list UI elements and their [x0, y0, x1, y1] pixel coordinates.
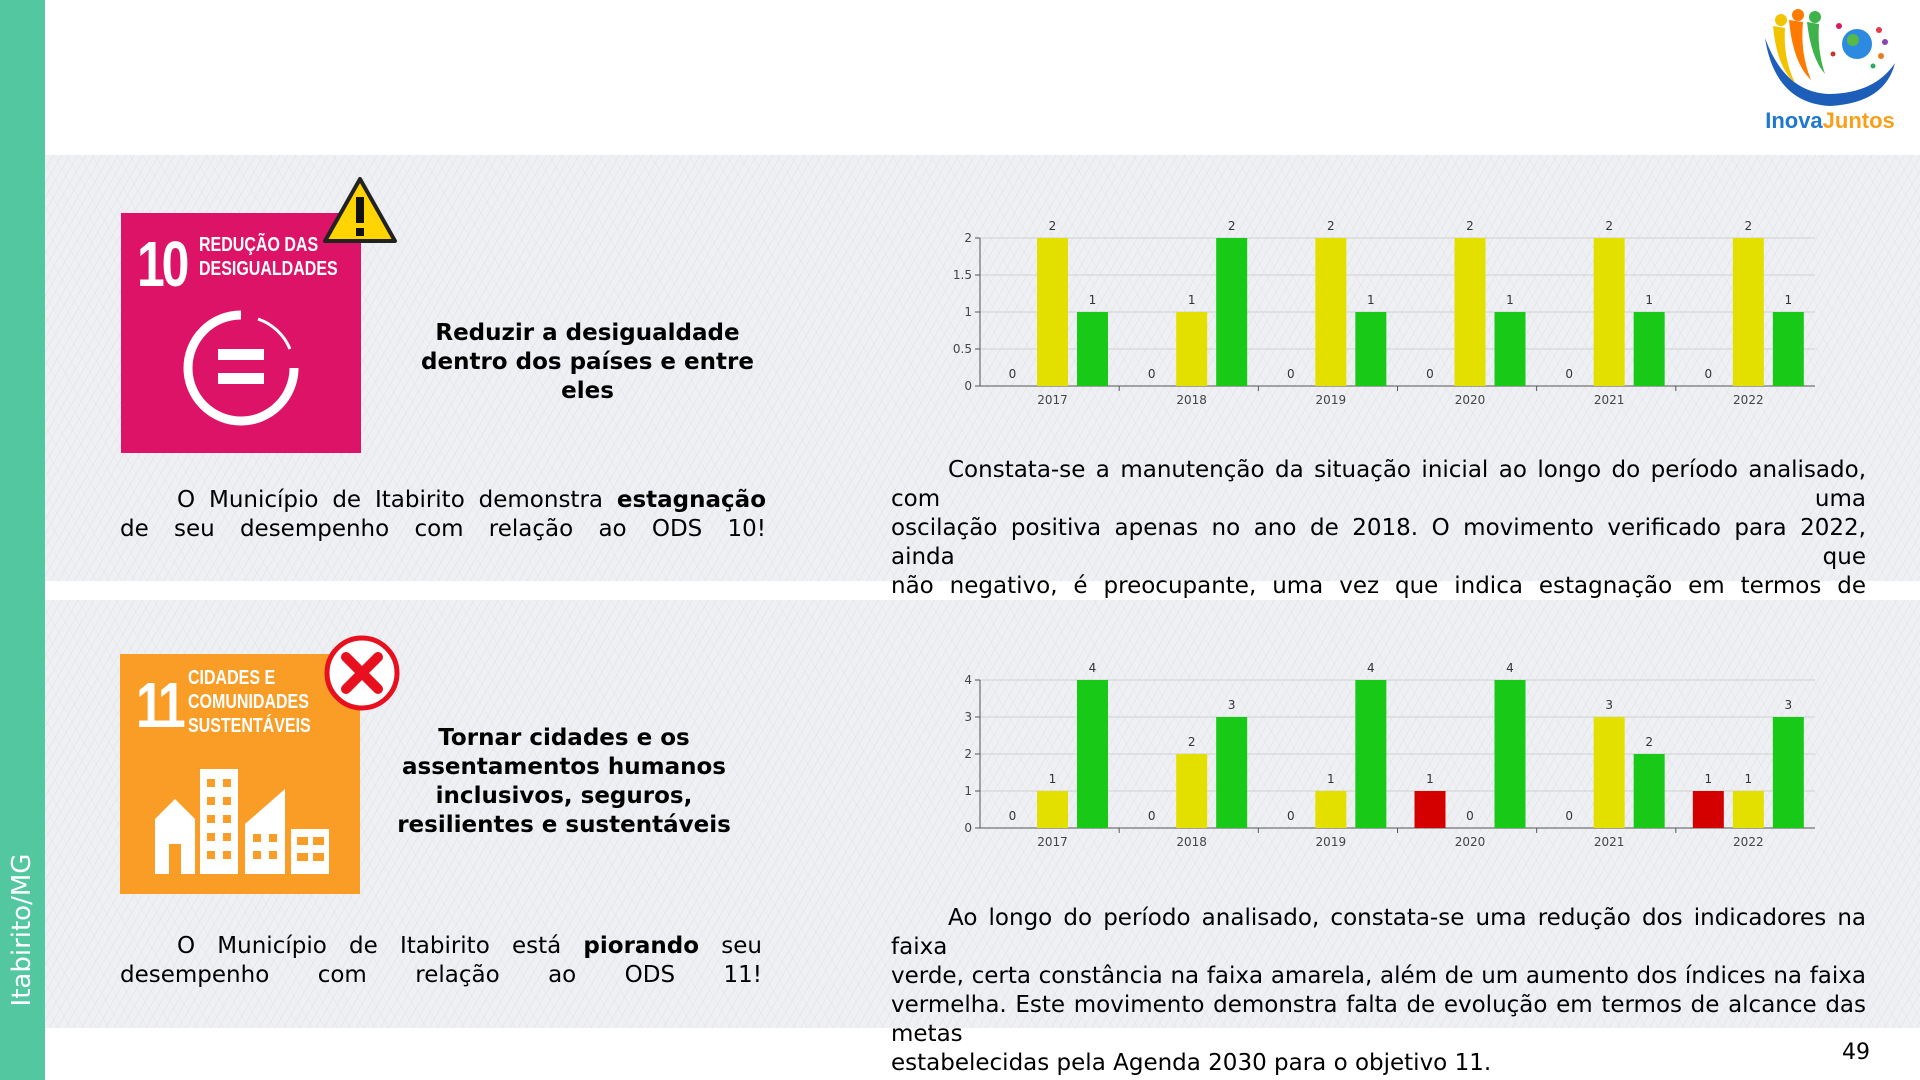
data-label: 3	[1227, 698, 1236, 712]
bar	[1077, 680, 1108, 828]
data-label: 2	[1327, 219, 1335, 233]
x-tick-label: 2018	[1176, 835, 1207, 849]
x-tick-label: 2021	[1593, 393, 1625, 407]
ods11-analysis-line-1: Ao longo do período analisado, constata-se uma redução dos indicadores na faixa	[891, 905, 1866, 960]
x-tick-label: 2022	[1733, 393, 1764, 407]
svg-text:InovaJuntos	[1765, 108, 1895, 133]
data-label: 0	[1466, 809, 1474, 823]
bar	[1693, 791, 1724, 828]
ods11-analysis	[891, 904, 1866, 1078]
data-label: 1	[1506, 293, 1514, 307]
y-tick-label: 0	[964, 379, 972, 393]
data-label: 2	[1187, 735, 1196, 749]
data-label: 1	[1704, 772, 1713, 786]
data-label: 1	[1426, 772, 1434, 786]
data-label: 2	[1645, 735, 1653, 749]
bar	[1315, 238, 1346, 386]
data-label: 0	[1008, 809, 1017, 823]
x-tick-label: 2018	[1176, 393, 1207, 407]
data-label: 0	[1147, 809, 1156, 823]
ods10-summary-bold: estagnação	[616, 487, 766, 513]
ods10-analysis-line-2: oscilação positiva apenas no ano de 2018. O movimento verificado para 2022, ainda que	[891, 515, 1866, 570]
y-tick-label: 2	[964, 747, 972, 761]
data-label: 0	[1565, 367, 1573, 381]
bar	[1495, 312, 1526, 386]
bar	[1594, 717, 1625, 828]
warning-icon	[322, 175, 398, 245]
data-label: 1	[1367, 293, 1375, 307]
ods11-chart-svg	[940, 652, 1820, 857]
bar	[1415, 791, 1446, 828]
data-label: 2	[1227, 219, 1236, 233]
x-tick-label: 2021	[1593, 835, 1625, 849]
ods10-summary-pre: O Município de Itabirito demonstra	[177, 487, 617, 513]
y-tick-label: 2	[964, 231, 972, 245]
city-buildings-icon	[155, 749, 330, 874]
x-tick-label: 2017	[1037, 393, 1068, 407]
ods11-headline: Tornar cidades e os assentamentos humanos inclusivos, seguros, resilientes e sustentáveis	[397, 725, 731, 838]
page-number: 49	[1842, 1040, 1870, 1065]
ods10-summary	[120, 486, 766, 544]
ods10-summary-post: de seu desempenho com relação ao ODS 10!	[120, 516, 766, 542]
ods11-summary	[120, 932, 762, 990]
bar	[1733, 791, 1764, 828]
y-tick-label: 0.5	[952, 342, 972, 356]
bar	[1733, 238, 1764, 386]
y-tick-label: 4	[964, 673, 972, 687]
bar	[1176, 754, 1207, 828]
x-tick-label: 2019	[1315, 393, 1347, 407]
y-tick-label: 1.5	[952, 268, 972, 282]
data-label: 4	[1367, 661, 1375, 675]
ods10-analysis-line-1: Constata-se a manutenção da situação inicial ao longo do período analisado, com uma	[891, 457, 1866, 512]
ods11-analysis-line-4: estabelecidas pela Agenda 2030 para o objetivo 11.	[891, 1050, 1492, 1076]
bar	[1773, 717, 1804, 828]
bar	[1176, 312, 1207, 386]
y-tick-label: 3	[964, 710, 972, 724]
ods11-summary-bold: piorando	[583, 933, 700, 959]
sdg11-number: 11	[136, 669, 183, 741]
data-label: 0	[1008, 367, 1017, 381]
sdg10-tile	[121, 213, 361, 453]
ods11-chart	[940, 652, 1820, 861]
data-label: 3	[1784, 698, 1793, 712]
data-label: 4	[1088, 661, 1097, 675]
bar	[1077, 312, 1108, 386]
bar	[1216, 238, 1247, 386]
bar	[1037, 791, 1068, 828]
bar	[1455, 238, 1486, 386]
y-tick-label: 0	[964, 821, 972, 835]
data-label: 1	[1744, 772, 1753, 786]
data-label: 0	[1287, 367, 1295, 381]
bar	[1594, 238, 1625, 386]
ods10-headline: Reduzir a desigualdade dentro dos países e entre eles	[421, 320, 754, 404]
x-tick-label: 2020	[1454, 835, 1486, 849]
data-label: 1	[1327, 772, 1335, 786]
data-label: 3	[1605, 698, 1613, 712]
bar	[1355, 312, 1386, 386]
sdg10-title: REDUÇÃO DAS DESIGUALDADES	[199, 234, 338, 280]
x-tick-label: 2022	[1733, 835, 1764, 849]
equality-icon	[176, 303, 306, 433]
ods10-chart	[940, 210, 1820, 419]
y-tick-label: 1	[964, 305, 972, 319]
bar	[1315, 791, 1346, 828]
data-label: 0	[1426, 367, 1434, 381]
sdg10-number: 10	[137, 228, 187, 300]
x-circle-icon	[322, 633, 402, 713]
data-label: 1	[1088, 293, 1097, 307]
ods10-analysis-line-3: não negativo, é preocupante, uma vez que indica estagnação em termos de	[891, 573, 1866, 599]
data-label: 1	[1048, 772, 1057, 786]
bar	[1634, 754, 1665, 828]
data-label: 1	[1784, 293, 1793, 307]
sidebar-label-container	[0, 0, 45, 1080]
bar	[1037, 238, 1068, 386]
data-label: 1	[1645, 293, 1653, 307]
data-label: 0	[1287, 809, 1295, 823]
bar	[1634, 312, 1665, 386]
logo-word-2: Juntos	[1822, 108, 1895, 133]
sidebar-label: Itabirito/MG	[7, 853, 37, 1007]
data-label: 2	[1605, 219, 1613, 233]
data-label: 0	[1565, 809, 1573, 823]
data-label: 0	[1147, 367, 1156, 381]
data-label: 2	[1744, 219, 1753, 233]
logo-word-1: Inova	[1765, 108, 1823, 133]
data-label: 4	[1506, 661, 1514, 675]
x-tick-label: 2019	[1315, 835, 1347, 849]
ods10-chart-svg	[940, 210, 1820, 415]
x-tick-label: 2020	[1454, 393, 1486, 407]
bar	[1495, 680, 1526, 828]
bar	[1355, 680, 1386, 828]
data-label: 1	[1187, 293, 1196, 307]
ods11-summary-pre: O Município de Itabirito está	[177, 933, 584, 959]
x-tick-label: 2017	[1037, 835, 1068, 849]
bar	[1773, 312, 1804, 386]
sdg11-title: CIDADES E COMUNIDADES SUSTENTÁVEIS	[188, 667, 311, 737]
ods11-summary-post: seu desempenho com relação ao ODS 11!	[120, 933, 762, 988]
inova-juntos-logo	[1755, 8, 1905, 138]
data-label: 2	[1466, 219, 1474, 233]
bar	[1216, 717, 1247, 828]
ods11-analysis-line-2: verde, certa constância na faixa amarela, além de um aumento dos índices na faixa	[891, 963, 1866, 989]
data-label: 0	[1704, 367, 1713, 381]
logo-graphic	[1755, 8, 1905, 138]
y-tick-label: 1	[964, 784, 972, 798]
ods11-analysis-line-3: vermelha. Este movimento demonstra falta de evolução em termos de alcance das metas	[891, 992, 1866, 1047]
data-label: 2	[1048, 219, 1057, 233]
